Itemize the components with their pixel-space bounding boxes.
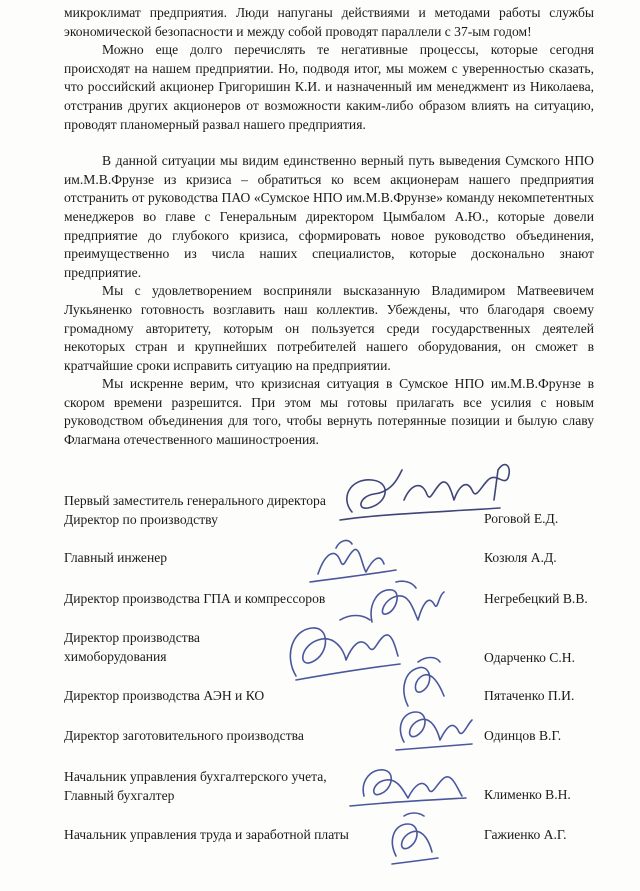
- signatory-name: Козюля А.Д.: [484, 550, 557, 565]
- signatory-title: Начальник управления труда и заработной платы: [64, 827, 349, 842]
- signatory-name: Клименко В.Н.: [484, 787, 571, 802]
- signatory-title: Директор заготовительного производства: [64, 728, 304, 743]
- paragraph: Мы с удовлетворением восприняли высказанную Владимиром Матвеевичем Лукьяненко готовность возглавить наш коллектив. Убеждены, что благодаря своему громадному авторитету, которым он пользуется среди государственных деятелей некоторых стран и крупнейших потребителей нашего оборудования, он сможет в кратчайшие сроки исправить ситуацию на предприятии.: [64, 283, 594, 373]
- signatory-title: [64, 492, 424, 529]
- title-line: Начальник управления бухгалтерского учета,: [64, 769, 327, 784]
- signatory-name: Роговой Е.Д.: [484, 511, 559, 526]
- title-line: Директор производства: [64, 630, 200, 645]
- signatory-name: Пятаченко П.И.: [484, 688, 575, 703]
- signatory-title: Главный инженер: [64, 550, 168, 565]
- signatory-title: [64, 629, 384, 666]
- title-line: Главный бухгалтер: [64, 787, 175, 803]
- signatory-title: Директор производства ГПА и компрессоров: [64, 591, 326, 606]
- title-line: химоборудования: [64, 648, 167, 664]
- paragraph: микроклимат предприятия. Люди напуганы действиями и методами работы службы экономической безопасности и между собой проводят параллели с 37-ым годом!: [64, 5, 594, 39]
- paragraph: В данной ситуации мы видим единственно верный путь выведения Сумского НПО им.М.В.Фрунзе из кризиса – обратиться ко всем акционерам нашего предприятия отстранить от руководства ПАО «Сумское НПО им.М.В.Фрунзе» команду некомпетентных менеджеров во главе с Генеральным директором Цымбалом А.Ю., которые довели предприятие до глубокого кризиса, сформировать новое руководство объединения, преимущественно из числа наших специалистов, которые досконально знают предприятие.: [64, 153, 594, 280]
- title-line: Директор по производству: [64, 511, 218, 527]
- signature-pyatachenko: [404, 658, 444, 707]
- letter-body: [64, 4, 594, 450]
- paragraph: Можно еще долго перечислять те негативные процессы, которые сегодня происходят на нашем предприятии. Но, подводя итог, мы можем с уверенностью сказать, что российский акционер Григоришин К.И. и назначенный им менеджмент из Николаева, отстранив других акционеров от возможности каким-либо образом влиять на ситуацию, проводят планомерный развал нашего предприятия.: [64, 42, 594, 132]
- signatory-name: Гажиенко А.Г.: [484, 827, 567, 842]
- signatory-name: Негребецкий В.В.: [484, 591, 588, 606]
- paragraph: Мы искренне верим, что кризисная ситуация в Сумское НПО им.М.В.Фрунзе в скором времени разрешится. При этом мы готовы прилагать все усилия с новым руководством объединения для того, чтобы вернуть потерянные позиции и былую славу Флагмана отечественного машиностроения.: [64, 376, 594, 448]
- signatory-name: Одарченко С.Н.: [484, 650, 575, 665]
- signatory-title: [64, 768, 384, 805]
- signature-odintsov: [396, 712, 472, 750]
- title-line: Первый заместитель генерального директора: [64, 493, 326, 508]
- signatory-name: Одинцов В.Г.: [484, 728, 562, 743]
- signatory-title: Директор производства АЭН и КО: [64, 688, 265, 703]
